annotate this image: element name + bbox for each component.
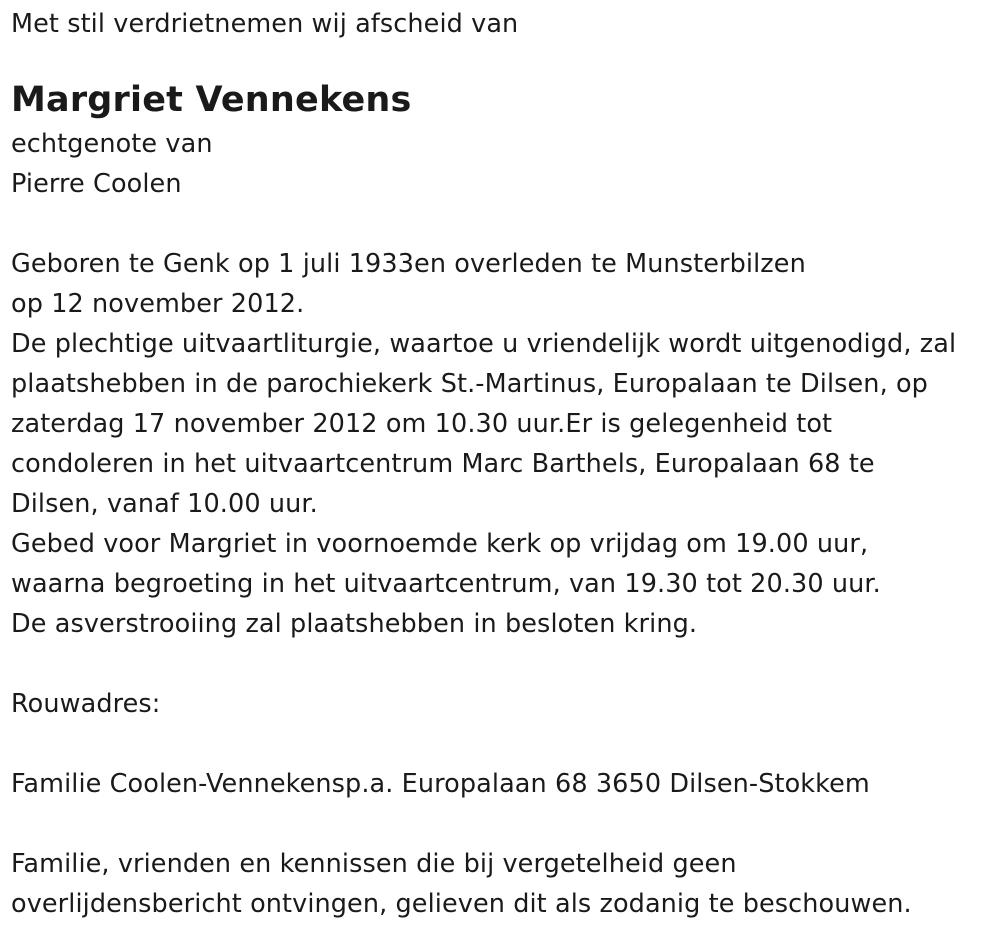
body-line: Geboren te Genk op 1 juli 1933en overleden te Munsterbilzen [11,249,806,279]
closing-line: overlijdensbericht ontvingen, gelieven dit als zodanig te beschouwen. [11,889,912,919]
body-line: De asverstrooiing zal plaatshebben in besloten kring. [11,609,698,639]
body-line: condoleren in het uitvaartcentrum Marc Barthels, Europalaan 68 te [11,449,875,479]
announcement-body [11,244,996,644]
closing-note [11,844,996,924]
spacer [11,724,996,764]
address-label: Rouwadres: [11,689,161,719]
spacer [11,804,996,844]
body-line: op 12 november 2012. [11,289,305,319]
body-line: Gebed voor Margriet in voornoemde kerk op vrijdag om 19.00 uur, [11,529,869,559]
deceased-name: Margriet Vennekens [11,80,412,120]
spacer [11,644,996,684]
body-line: Dilsen, vanaf 10.00 uur. [11,489,318,519]
mourning-address: Familie Coolen-Vennekensp.a. Europalaan 68 3650 Dilsen-Stokkem [11,769,870,799]
relation-line: echtgenote van [11,129,213,159]
obituary-notice [11,0,996,924]
body-line: plaatshebben in de parochiekerk St.-Martinus, Europalaan te Dilsen, op [11,369,928,399]
spouse-name: Pierre Coolen [11,169,182,199]
intro-text: Met stil verdrietnemen wij afscheid van [11,9,519,39]
spacer [11,204,996,244]
body-line: De plechtige uitvaartliturgie, waartoe u vriendelijk wordt uitgenodigd, zal [11,329,957,359]
closing-line: Familie, vrienden en kennissen die bij vergetelheid geen [11,849,737,879]
body-line: waarna begroeting in het uitvaartcentrum, van 19.30 tot 20.30 uur. [11,569,881,599]
body-line: zaterdag 17 november 2012 om 10.30 uur.Er is gelegenheid tot [11,409,833,439]
